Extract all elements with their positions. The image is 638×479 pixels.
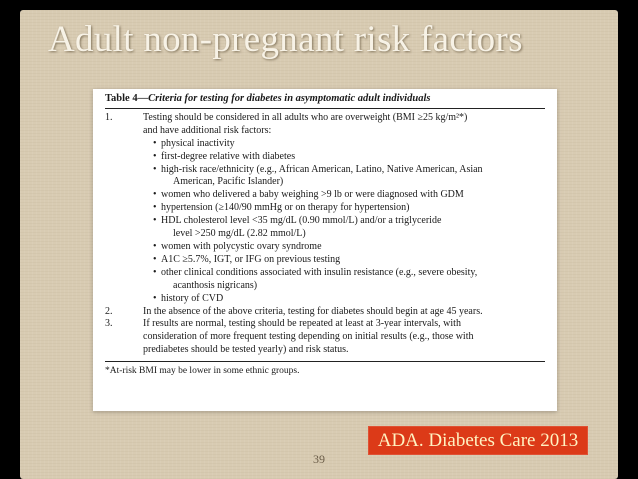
citation-text: ADA. Diabetes Care 2013 bbox=[377, 430, 579, 451]
item-number: 1. bbox=[105, 111, 113, 123]
risk-factor-item: • A1C ≥5.7%, IGT, or IFG on previous testing bbox=[153, 254, 545, 267]
table-item-1 bbox=[105, 112, 545, 306]
risk-factor-item: • high-risk race/ethnicity (e.g., African American, Latino, Native American, Asian American, Pacific Islander) bbox=[153, 164, 545, 190]
risk-factor-list bbox=[143, 138, 545, 306]
citation-badge bbox=[368, 426, 588, 455]
item-text-line: prediabetes should be tested yearly) and risk status. bbox=[143, 344, 349, 356]
risk-factor-item: • women with polycystic ovary syndrome bbox=[153, 241, 545, 254]
risk-factor-item: • women who delivered a baby weighing >9 lb or were diagnosed with GDM bbox=[153, 189, 545, 202]
table-item-2 bbox=[105, 306, 545, 319]
risk-factor-item: • hypertension (≥140/90 mmHg or on therapy for hypertension) bbox=[153, 202, 545, 215]
table-title-text: Criteria for testing for diabetes in asymptomatic adult individuals bbox=[148, 93, 431, 104]
slide-title: Adult non-pregnant risk factors bbox=[48, 19, 523, 60]
criteria-table bbox=[93, 89, 557, 411]
table-title bbox=[105, 93, 545, 106]
item-text-line: and have additional risk factors: bbox=[143, 124, 272, 136]
risk-factor-item: • physical inactivity bbox=[153, 138, 545, 151]
table-title-prefix: Table 4— bbox=[105, 93, 149, 104]
item-text-line: If results are normal, testing should be repeated at least at 3-year intervals, with bbox=[143, 318, 461, 330]
risk-factor-item: • other clinical conditions associated with insulin resistance (e.g., severe obesity, acanthosis nigricans) bbox=[153, 267, 545, 293]
risk-factor-item: • history of CVD bbox=[153, 293, 545, 306]
page-number: 39 bbox=[313, 452, 325, 466]
table-footnote: *At-risk BMI may be lower in some ethnic groups. bbox=[105, 366, 300, 377]
item-text-line: In the absence of the above criteria, testing for diabetes should begin at age 45 years. bbox=[143, 305, 483, 317]
risk-factor-item: • first-degree relative with diabetes bbox=[153, 151, 545, 164]
table-bottom-rule bbox=[105, 361, 545, 362]
table-item-3 bbox=[105, 318, 545, 357]
item-number: 2. bbox=[105, 305, 113, 317]
item-text-line: consideration of more frequent testing depending on initial results (e.g., those with bbox=[143, 331, 474, 343]
risk-factor-item: • HDL cholesterol level <35 mg/dL (0.90 mmol/L) and/or a triglyceride level >250 mg/dL (2.82 mmol/L) bbox=[153, 215, 545, 241]
item-text-line: Testing should be considered in all adults who are overweight (BMI ≥25 kg/m²*) bbox=[143, 111, 468, 123]
table-top-rule bbox=[105, 108, 545, 109]
item-number: 3. bbox=[105, 318, 113, 330]
